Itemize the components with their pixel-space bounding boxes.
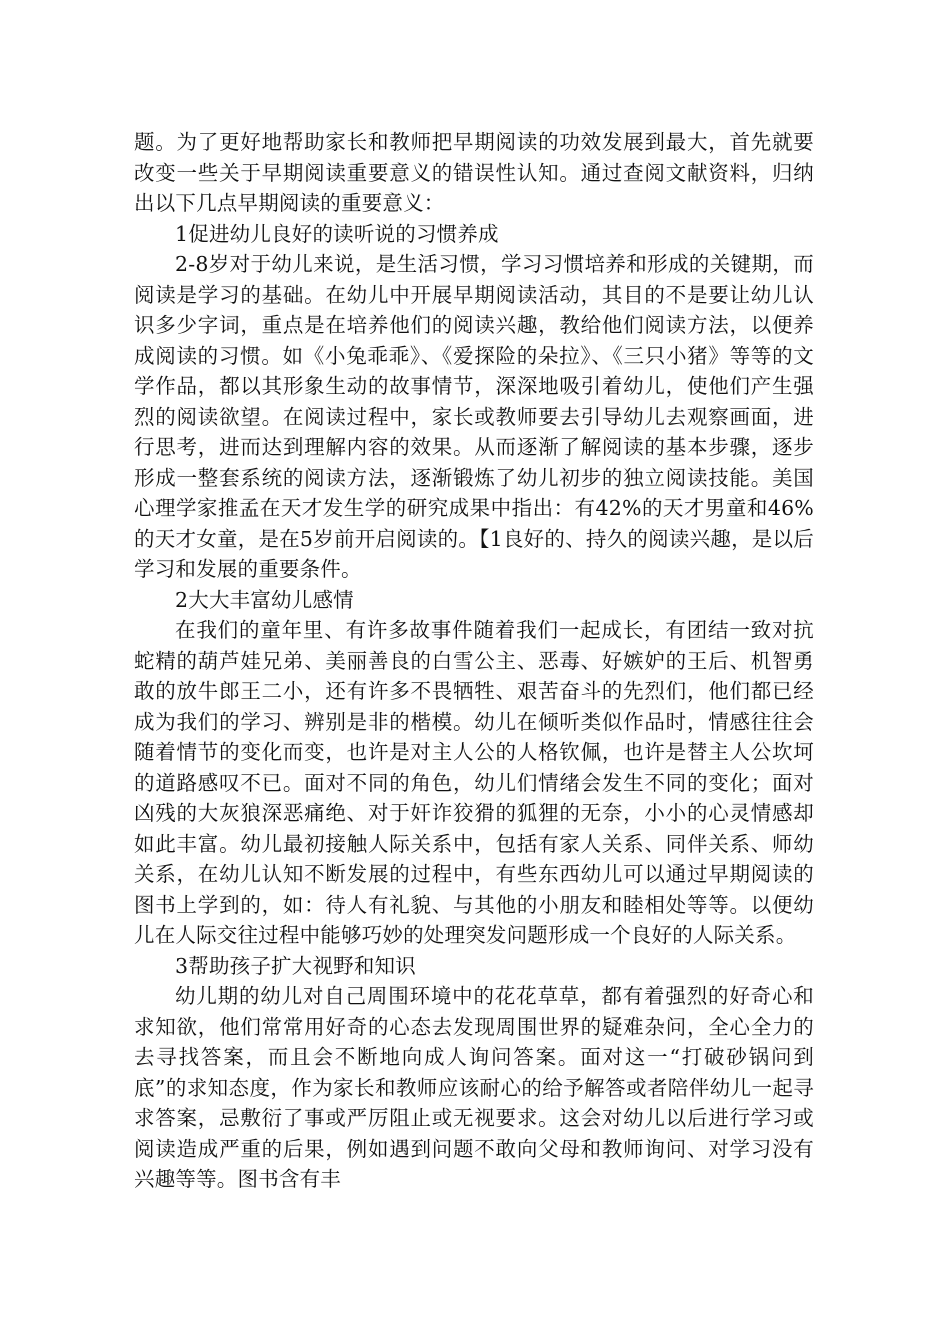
section-heading-3: 3帮助孩子扩大视野和知识 — [175, 953, 416, 978]
section-heading-1: 1促进幼儿良好的读听说的习惯养成 — [175, 221, 499, 246]
body-paragraph-section-2: 在我们的童年里、有许多故事件随着我们一起成长，有团结一致对抗蛇精的葫芦娃兄弟、美丽善良的白雪公主、恶毒、好嫉妒的王后、机智勇敢的放牛郎王二小，还有许多不畏牺牲、艰苦奋斗的先烈们，他们都已经成为我们的学习、辨别是非的楷模。幼儿在倾听类似作品时，情感往往会随着情节的变化而变，也许是对主人公的人格钦佩，也许是替主人公坎坷的道路感叹不已。面对不同的角色，幼儿们情绪会发生不同的变化；面对凶残的大灰狼深恶痛绝、对于奸诈狡猾的狐狸的无奈，小小的心灵情感却如此丰富。幼儿最初接触人际关系中，包括有家人关系、同伴关系、师幼关系，在幼儿认知不断发展的过程中，有些东西幼儿可以通过早期阅读的图书上学到的，如：待人有礼貌、与其他的小朋友和睦相处等等。以便幼儿在人际交往过程中能够巧妙的处理突发问题形成一个良好的人际关系。 — [134, 618, 814, 947]
body-paragraph-intro: 题。为了更好地帮助家长和教师把早期阅读的功效发展到最大，首先就要改变一些关于早期阅读重要意义的错误性认知。通过查阅文献资料，归纳出以下几点早期阅读的重要意义： — [134, 130, 814, 215]
body-paragraph-section-3: 幼儿期的幼儿对自己周围环境中的花花草草，都有着强烈的好奇心和求知欲，他们常常用好奇的心态去发现周围世界的疑难杂问，全心全力的去寻找答案，而且会不断地向成人询问答案。面对这一“打破砂锅问到底”的求知态度，作为家长和教师应该耐心的给予解答或者陪伴幼儿一起寻求答案，忌敷衍了事或严厉阻止或无视要求。这会对幼儿以后进行学习或阅读造成严重的后果，例如遇到问题不敢向父母和教师询问、对学习没有兴趣等等。图书含有丰 — [134, 984, 814, 1191]
body-paragraph-section-1: 2-8岁对于幼儿来说，是生活习惯，学习习惯培养和形成的关键期，而阅读是学习的基础。在幼儿中开展早期阅读活动，其目的不是要让幼儿认识多少字词，重点是在培养他们的阅读兴趣，教给他们阅读方法，以便养成阅读的习惯。如《小兔乖乖》、《爱探险的朵拉》、《三只小猪》等等的文学作品，都以其形象生动的故事情节，深深地吸引着幼儿，使他们产生强烈的阅读欲望。在阅读过程中，家长或教师要去引导幼儿去观察画面，进行思考，进而达到理解内容的效果。从而逐渐了解阅读的基本步骤，逐步形成一整套系统的阅读方法，逐渐锻炼了幼儿初步的独立阅读技能。美国心理学家推孟在天才发生学的研究成果中指出：有42%的天才男童和46%的天才女童，是在5岁前开启阅读的。【1良好的、持久的阅读兴趣，是以后学习和发展的重要条件。 — [134, 252, 814, 581]
document-body — [134, 127, 814, 1195]
section-heading-2: 2大大丰富幼儿感情 — [175, 587, 354, 612]
